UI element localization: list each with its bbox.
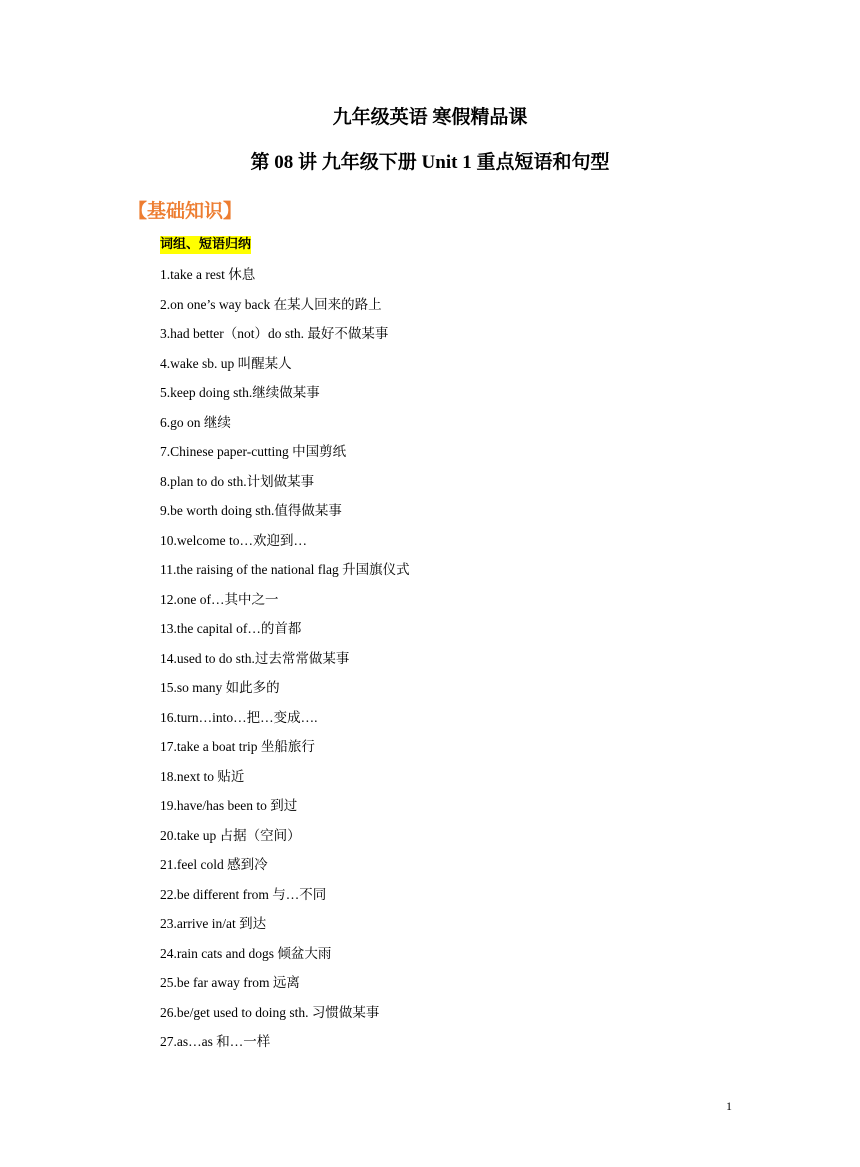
list-item: 26.be/get used to doing sth. 习惯做某事 [160, 1004, 380, 1020]
subheading-highlighted: 词组、短语归纳 [160, 237, 252, 252]
list-item: 17.take a boat trip 坐船旅行 [160, 739, 315, 754]
list-item: 20.take up 占据（空间） [160, 827, 301, 843]
list-item: 12.one of…其中之一 [160, 591, 279, 607]
list-item: 2.on one’s way back 在某人回来的路上 [160, 296, 382, 312]
list-item: 18.next to 贴近 [160, 768, 245, 784]
list-item: 1.take a rest 休息 [160, 267, 256, 282]
list-item: 15.so many 如此多的 [160, 680, 280, 695]
list-item: 5.keep doing sth.继续做某事 [160, 385, 320, 400]
list-item: 24.rain cats and dogs 倾盆大雨 [160, 945, 332, 961]
list-item: 19.have/has been to 到过 [160, 798, 298, 813]
list-item: 9.be worth doing sth.值得做某事 [160, 503, 342, 518]
list-item: 11.the raising of the national flag 升国旗仪式 [160, 562, 410, 577]
list-item: 13.the capital of…的首都 [160, 621, 302, 636]
section-heading: 【基础知识】 [128, 200, 243, 222]
list-item: 21.feel cold 感到冷 [160, 857, 268, 872]
page-number: 1 [726, 1099, 732, 1113]
list-item: 22.be different from 与…不同 [160, 886, 327, 902]
list-item: 4.wake sb. up 叫醒某人 [160, 355, 292, 371]
list-item: 25.be far away from 远离 [160, 975, 300, 990]
list-item: 14.used to do sth.过去常常做某事 [160, 650, 350, 666]
list-item: 3.had better（not）do sth. 最好不做某事 [160, 326, 389, 341]
list-item: 7.Chinese paper-cutting 中国剪纸 [160, 444, 347, 459]
list-item: 10.welcome to…欢迎到… [160, 532, 307, 548]
lesson-title: 第 08 讲 九年级下册 Unit 1 重点短语和句型 [250, 152, 610, 173]
phrase-list [160, 266, 410, 1063]
list-item: 16.turn…into…把…变成…. [160, 709, 318, 725]
list-item: 27.as…as 和…一样 [160, 1034, 271, 1049]
list-item: 8.plan to do sth.计划做某事 [160, 473, 315, 489]
list-item: 23.arrive in/at 到达 [160, 916, 267, 931]
document-title: 九年级英语 寒假精品课 [332, 107, 528, 128]
list-item: 6.go on 继续 [160, 414, 231, 430]
